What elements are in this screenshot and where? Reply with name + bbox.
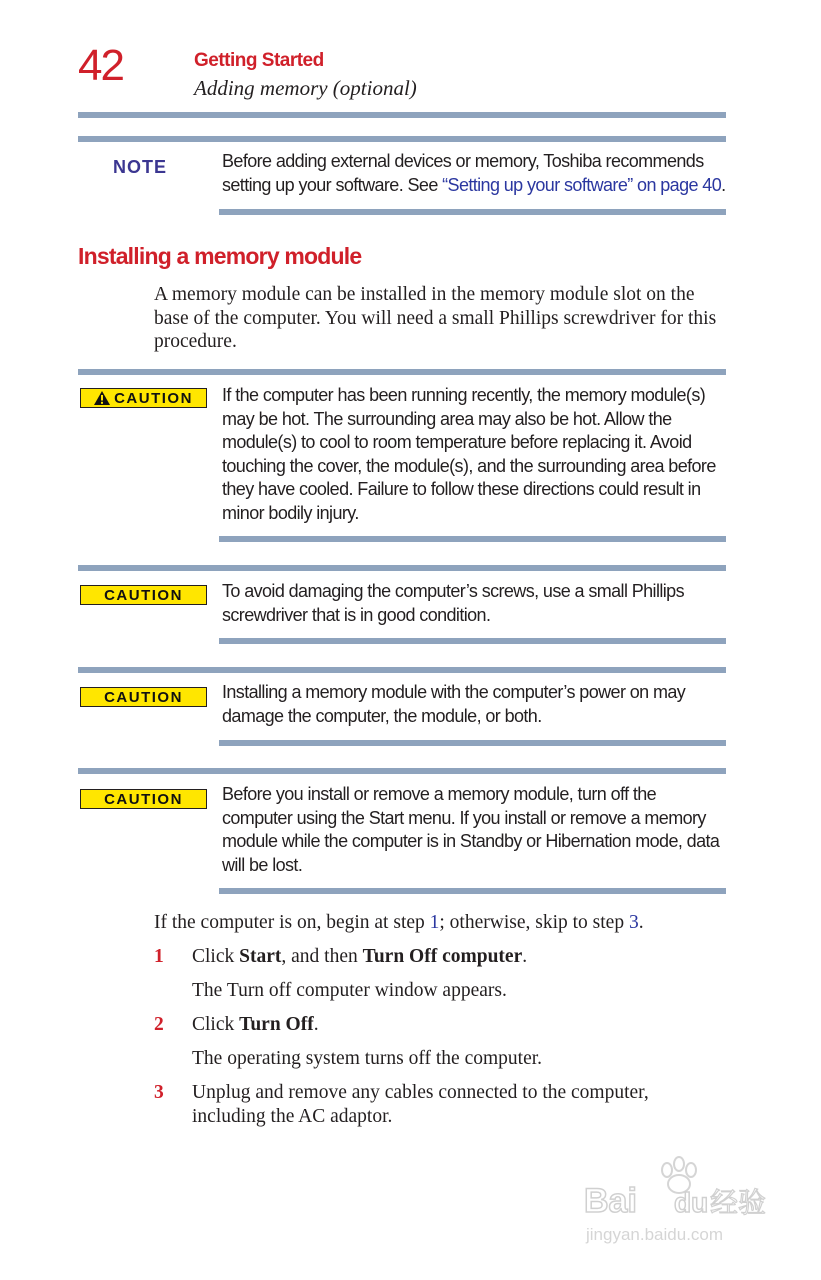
step-1-text <box>192 945 732 969</box>
note-rule-bottom <box>219 209 726 215</box>
step-3-text: Unplug and remove any cables connected to the computer, including the AC adaptor. <box>192 1082 649 1127</box>
caution-3-rule-bottom <box>219 740 726 746</box>
step-number: 2 <box>154 1014 164 1035</box>
step-number: 3 <box>154 1082 164 1103</box>
step-text: . <box>313 1014 319 1035</box>
caution-1-text: If the computer has been running recently, the memory module(s) may be hot. The surrounding area may also be hot. Allow the module(s) to cool to room temperature before replacing it. Avoid touching the cover, the module(s), and the surrounding area before they have cooled. Failure to follow these directions could result in minor bodily injury. <box>222 385 716 523</box>
paw-icon <box>582 1150 782 1250</box>
caution-2-rule-top <box>78 565 726 571</box>
watermark-url: jingyan.baidu.com <box>586 1225 724 1244</box>
caution-4-rule-top <box>78 768 726 774</box>
header-divider <box>78 112 726 118</box>
start-term: Start <box>239 946 282 967</box>
watermark-brand: Bai <box>584 1182 637 1220</box>
lead-text: . <box>638 912 644 933</box>
caution-label: CAUTION <box>104 688 183 706</box>
instructions-lead <box>154 911 729 935</box>
note-link[interactable]: “Setting up your software” on page 40 <box>442 174 722 195</box>
step-number: 1 <box>154 946 164 967</box>
note-body-end: . <box>721 174 726 195</box>
turn-off-computer-term: Turn Off computer <box>362 946 523 967</box>
lead-text: ; otherwise, skip to step <box>439 912 629 933</box>
caution-3-text: Installing a memory module with the computer’s power on may damage the computer, the module, or both. <box>222 682 686 726</box>
note-label: NOTE <box>113 157 168 177</box>
caution-label: CAUTION <box>114 389 193 407</box>
caution-2-rule-bottom <box>219 638 726 644</box>
caution-1-rule-bottom <box>219 536 726 542</box>
intro-paragraph: A memory module can be installed in the memory module slot on the base of the computer. You will need a small Phillips screwdriver for this procedure. <box>154 284 717 352</box>
lead-text: If the computer is on, begin at step <box>154 912 430 933</box>
note-body: Before adding external devices or memory, Toshiba recommends setting up your software. See <box>222 151 704 195</box>
note-text <box>222 150 727 197</box>
caution-badge <box>80 789 207 809</box>
step-link-3[interactable]: 3 <box>628 912 639 933</box>
section-heading: Installing a memory module <box>78 243 362 269</box>
caution-badge <box>80 585 207 605</box>
turn-off-term: Turn Off <box>239 1014 314 1035</box>
caution-badge <box>80 388 207 408</box>
step-2-text <box>192 1013 732 1037</box>
caution-2-text: To avoid damaging the computer’s screws, use a small Phillips screwdriver that is in good condition. <box>222 581 684 625</box>
caution-badge <box>80 687 207 707</box>
page-number: 42 <box>78 41 123 90</box>
caution-4-text: Before you install or remove a memory module, turn off the computer using the Start menu. If you install or remove a memory module while the computer is in Standby or Hibernation mode, data will be lost. <box>222 784 720 875</box>
caution-3-rule-top <box>78 667 726 673</box>
step-text: Click <box>192 1014 240 1035</box>
step-text: Click <box>192 946 240 967</box>
caution-label: CAUTION <box>104 586 183 604</box>
caution-label: CAUTION <box>104 790 183 808</box>
step-1-result: The Turn off computer window appears. <box>192 980 507 1001</box>
chapter-title: Getting Started <box>194 50 324 71</box>
watermark-brand-end: du <box>674 1187 709 1218</box>
step-link-1[interactable]: 1 <box>429 912 440 933</box>
note-rule-top <box>78 136 726 142</box>
warning-triangle-icon <box>94 391 110 405</box>
step-text: , and then <box>281 946 363 967</box>
step-text: . <box>522 946 528 967</box>
step-2-result: The operating system turns off the computer. <box>192 1048 543 1069</box>
section-title: Adding memory (optional) <box>194 76 417 100</box>
baidu-watermark <box>582 1150 782 1250</box>
caution-4-rule-bottom <box>219 888 726 894</box>
watermark-brand-cn: 经验 <box>710 1186 767 1219</box>
caution-1-rule-top <box>78 369 726 375</box>
